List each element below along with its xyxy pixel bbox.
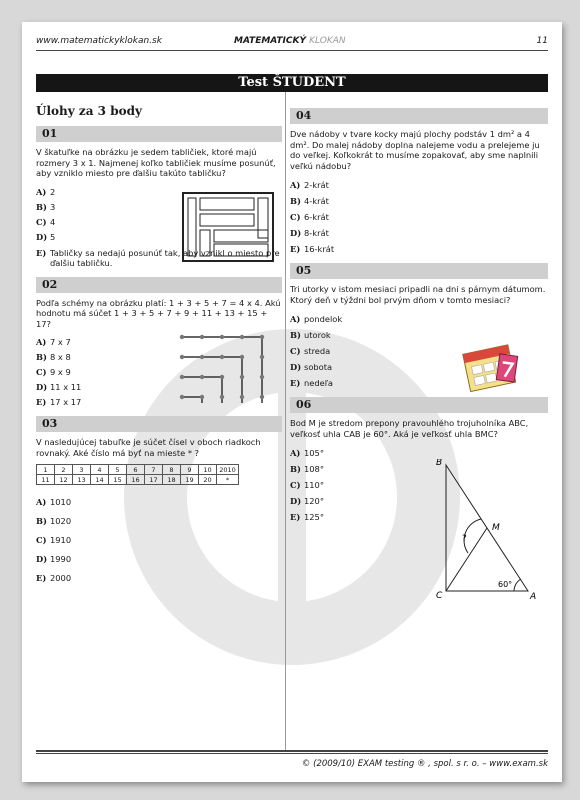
page-number: 11 xyxy=(536,36,548,46)
option-e[interactable]: E) nedeľa xyxy=(290,378,333,388)
question-04 xyxy=(290,108,548,257)
left-column xyxy=(36,102,282,588)
test-banner: Test ŠTUDENT xyxy=(36,74,548,92)
question-number: 04 xyxy=(290,108,548,124)
question-06 xyxy=(290,397,548,601)
right-triangle-figure xyxy=(432,459,542,601)
option-b[interactable]: B) 4-krát xyxy=(290,196,329,206)
header-magazine-title xyxy=(234,36,346,46)
question-02 xyxy=(36,277,282,411)
option-b[interactable]: B) 108° xyxy=(290,464,324,474)
option-e[interactable]: E) 2000 xyxy=(36,573,72,583)
option-d[interactable]: D) 1990 xyxy=(36,554,72,564)
point-m-label: M xyxy=(492,523,500,533)
option-a[interactable]: A) 1010 xyxy=(36,497,72,507)
option-b[interactable]: B) 8 x 8 xyxy=(36,352,71,362)
tiles-box-figure xyxy=(182,192,274,262)
footer-copyright: © (2009/10) EXAM testing ® , spol. s r. o. – www.exam.sk xyxy=(301,759,548,769)
vertex-c-label: C xyxy=(436,591,443,601)
question-text: Dve nádoby v tvare kocky majú plochy podstáv 1 dm² a 4 dm². Do malej nádoby doplna nalejeme vodu a prelejeme ju do veľkej. Koľkokrát to musíme zopakovať, aby sme naplnili veľkú nádobu? xyxy=(290,129,540,171)
option-b[interactable]: B) 1020 xyxy=(36,516,72,526)
option-c[interactable]: C) streda xyxy=(290,346,331,356)
option-d[interactable]: D) 8-krát xyxy=(290,228,329,238)
option-a[interactable]: A) 105° xyxy=(290,448,324,458)
question-text: V škatuľke na obrázku je sedem tabličiek, ktoré majú rozmery 3 x 1. Najmenej koľko tabličiek musíme posunúť, aby vzniklo miesto pre ďalšiu takúto tabličku? xyxy=(36,147,276,178)
option-e[interactable]: E) 17 x 17 xyxy=(36,397,82,407)
angle-60-label: 60° xyxy=(498,580,513,589)
footer-divider-thin xyxy=(36,753,548,754)
question-text: Bod M je stredom prepony pravouhlého trojuholníka ABC, veľkosť uhla CAB je 60°. Aká je veľkosť uhla BMC? xyxy=(290,418,529,439)
option-a[interactable]: A) pondelok xyxy=(290,314,343,324)
question-05 xyxy=(290,263,548,391)
section-title: Úlohy za 3 body xyxy=(36,104,142,118)
question-text: Podľa schémy na obrázku platí: 1 + 3 + 5 + 7 = 4 x 4. Akú hodnotu má súčet 1 + 3 + 5 + 7 + 9 + 11 + 13 + 15 + 17? xyxy=(36,297,281,329)
option-c[interactable]: C) 9 x 9 xyxy=(36,367,71,377)
option-d[interactable]: D) 11 x 11 xyxy=(36,382,82,392)
question-03 xyxy=(36,416,282,588)
option-e[interactable]: E) Tabličky sa nedajú posunúť tak, aby vznikl o miesto pre ďalšiu tabličku. xyxy=(36,247,280,268)
option-c[interactable]: C) 4 xyxy=(36,216,56,227)
vertex-b-label: B xyxy=(436,459,443,468)
option-a[interactable]: A) 2 xyxy=(36,186,56,197)
question-number: 01 xyxy=(36,126,282,142)
option-d[interactable]: D) sobota xyxy=(290,362,333,372)
footer-divider xyxy=(36,750,548,752)
question-number: 06 xyxy=(290,397,548,413)
question-text: V nasledujúcej tabuľke je súčet čísel v oboch riadkoch rovnaký. Aké číslo má byť na mieste * ? xyxy=(36,437,261,458)
options-list xyxy=(290,177,548,257)
header-divider xyxy=(36,50,548,51)
question-text: Tri utorky v istom mesiaci pripadli na dni s párnym dátumom. Ktorý deň v týždni bol prvým dňom v tomto mesiaci? xyxy=(290,284,546,305)
calendar-icon xyxy=(458,341,522,393)
number-table xyxy=(36,464,239,485)
column-divider xyxy=(285,92,286,752)
option-c[interactable]: C) 6-krát xyxy=(290,212,329,222)
options-list xyxy=(36,493,282,588)
option-e[interactable]: E) 125° xyxy=(290,512,324,522)
option-a[interactable]: A) 7 x 7 xyxy=(36,337,71,347)
page xyxy=(22,22,562,782)
vertex-a-label: A xyxy=(530,592,537,601)
option-d[interactable]: D) 120° xyxy=(290,496,324,506)
option-e[interactable]: E) 16-krát xyxy=(290,244,335,254)
option-a[interactable]: A) 2-krát xyxy=(290,180,329,190)
question-number: 03 xyxy=(36,416,282,432)
question-number: 05 xyxy=(290,263,548,279)
unknown-angle-label: ? xyxy=(462,534,467,544)
right-column xyxy=(290,108,548,601)
table-row: 11 12 13 14 15 16 17 18 19 20 * xyxy=(37,475,239,485)
option-c[interactable]: C) 1910 xyxy=(36,535,72,545)
option-d[interactable]: D) 5 xyxy=(36,231,56,242)
page-header xyxy=(36,34,548,50)
header-url[interactable]: www.matematickyklokan.sk xyxy=(36,36,162,46)
odd-numbers-dot-diagram xyxy=(176,329,268,409)
magazine-word-2: KLOKAN xyxy=(309,36,346,46)
table-row: 1 2 3 4 5 6 7 8 9 10 2010 xyxy=(37,465,239,475)
option-b[interactable]: B) utorok xyxy=(290,330,331,340)
option-c[interactable]: C) 110° xyxy=(290,480,324,490)
question-number: 02 xyxy=(36,277,282,293)
option-b[interactable]: B) 3 xyxy=(36,201,56,212)
question-01 xyxy=(36,126,282,269)
magazine-word-1: MATEMATICKÝ xyxy=(234,36,306,46)
